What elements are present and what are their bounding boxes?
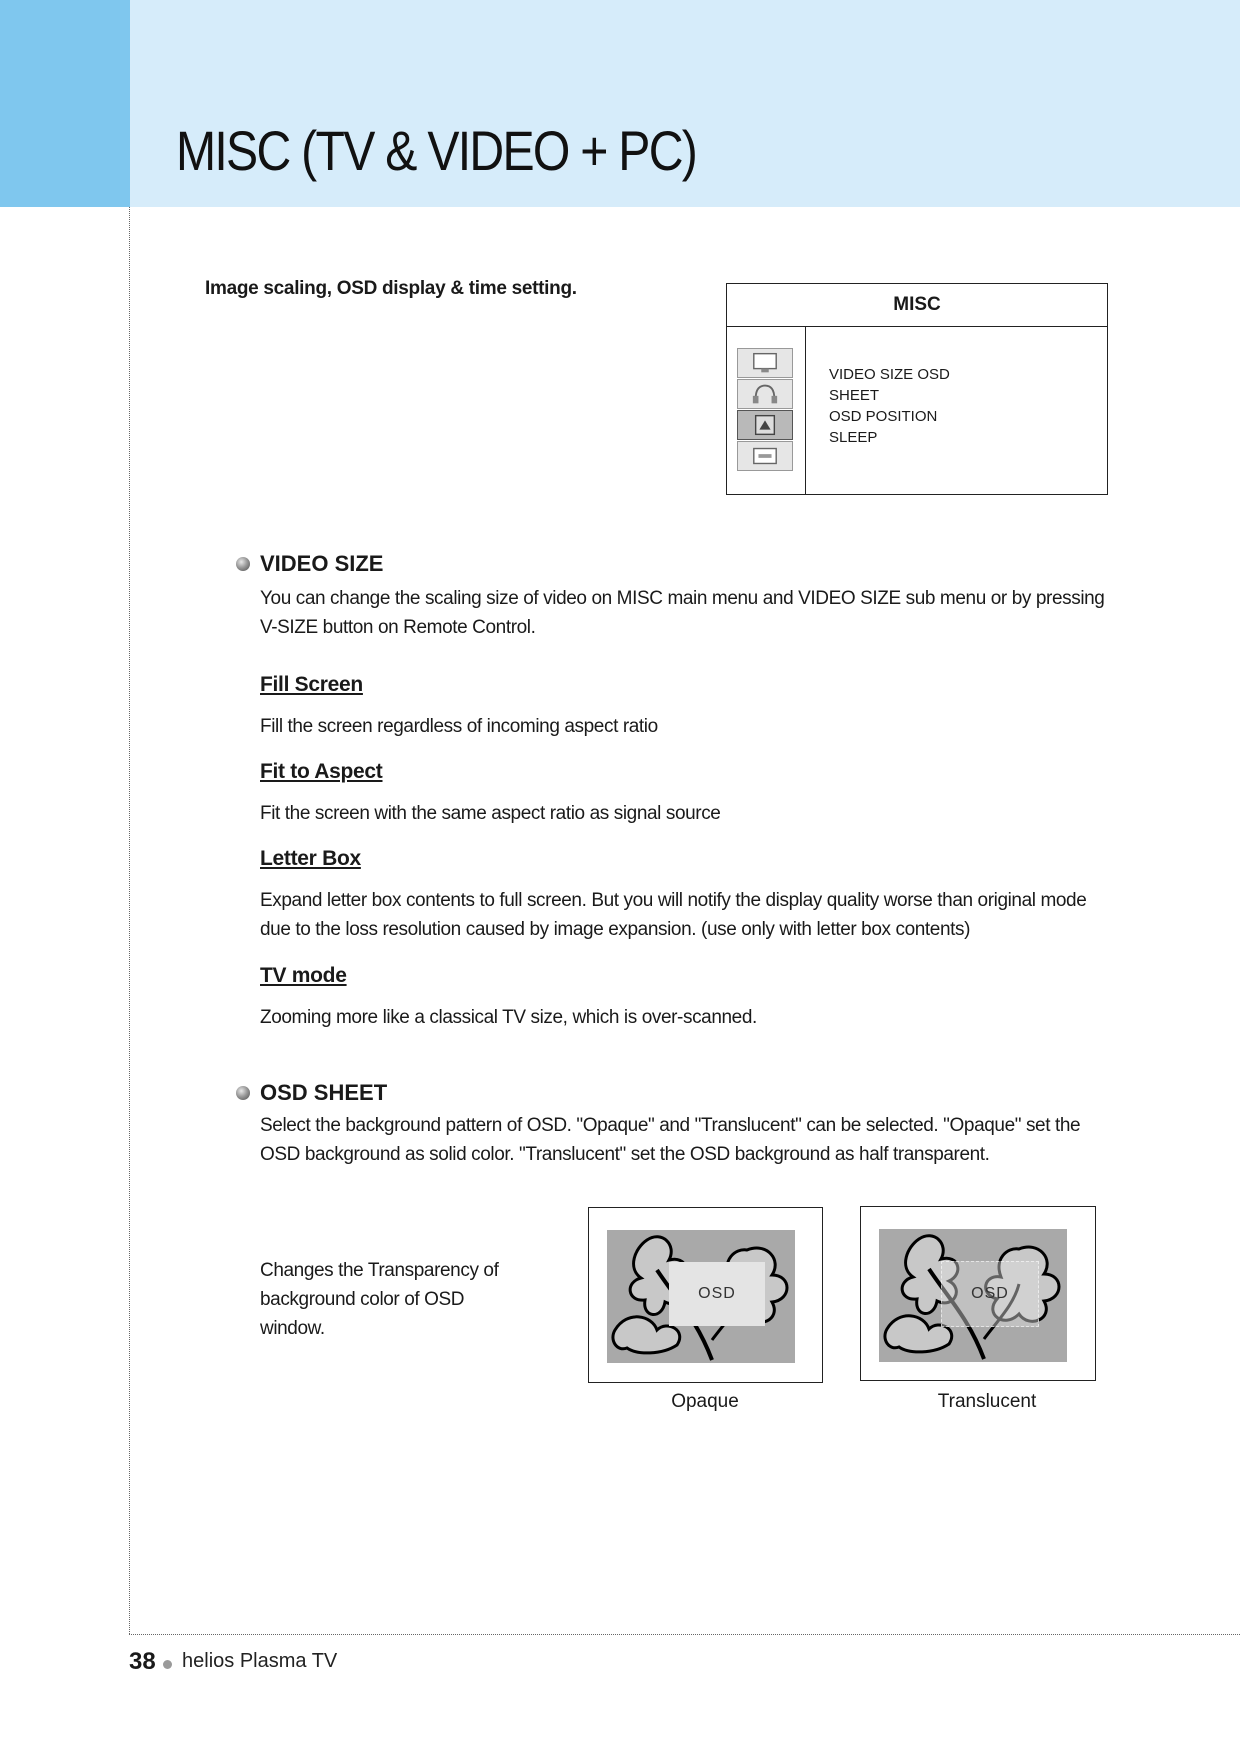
misc-menu-item: OSD POSITION	[829, 408, 938, 425]
misc-menu-items	[829, 364, 950, 448]
footer-rule	[129, 1634, 1240, 1635]
bullet-icon	[236, 557, 250, 571]
tv-mode-title: TV mode	[260, 964, 347, 987]
fill-screen-text: Fill the screen regardless of incoming aspect ratio	[260, 716, 658, 737]
opaque-example-screen	[607, 1230, 795, 1363]
fit-to-aspect-text: Fit the screen with the same aspect ratio as signal source	[260, 803, 721, 824]
misc-menu-item: SHEET	[829, 387, 880, 404]
misc-menu-title: MISC	[727, 284, 1107, 327]
page-title: MISC (TV & VIDEO + PC)	[176, 119, 697, 182]
translucent-example	[860, 1206, 1096, 1381]
video-size-heading	[236, 551, 383, 577]
fit-to-aspect-title: Fit to Aspect	[260, 760, 383, 783]
letter-box-title: Letter Box	[260, 847, 361, 870]
osd-sheet-heading	[236, 1080, 387, 1106]
tv-mode-text: Zooming more like a classical TV size, which is over-scanned.	[260, 1007, 757, 1028]
video-size-heading-text: VIDEO SIZE	[260, 551, 384, 576]
footer-bullet-icon	[163, 1660, 172, 1669]
misc-menu-icon-column	[727, 326, 806, 494]
bullet-icon	[236, 1086, 250, 1100]
margin-rule	[129, 207, 130, 1634]
video-size-description: You can change the scaling size of video on MISC main menu and VIDEO SIZE sub menu or by pressing V-SIZE button on Remote Control.	[260, 588, 1105, 638]
translucent-example-screen	[879, 1229, 1067, 1362]
input-icon	[737, 441, 793, 471]
intro-text: Image scaling, OSD display & time setting.	[205, 278, 577, 299]
header-accent-band	[0, 0, 130, 207]
opaque-caption: Opaque	[671, 1391, 739, 1412]
osd-transparency-note: Changes the Transparency of background color of OSD window.	[260, 1260, 499, 1339]
product-name: helios Plasma TV	[182, 1650, 338, 1672]
misc-menu-item: SLEEP	[829, 429, 878, 446]
letter-box-text: Expand letter box contents to full screen. But you will notify the display quality worse than original mode due to the loss resolution caused by image expansion. (use only with letter box contents)	[260, 890, 1087, 940]
page-number: 38	[129, 1648, 156, 1675]
osd-window-opaque: OSD	[669, 1262, 765, 1326]
fill-screen-title: Fill Screen	[260, 673, 363, 696]
misc-menu-item: VIDEO SIZE OSD	[829, 366, 950, 383]
translucent-caption: Translucent	[937, 1391, 1037, 1412]
audio-icon	[737, 379, 793, 409]
osd-sheet-heading-text: OSD SHEET	[260, 1080, 388, 1105]
misc-menu-screenshot	[726, 283, 1108, 495]
misc-icon	[737, 410, 793, 440]
opaque-example	[588, 1207, 823, 1383]
osd-window-translucent: OSD	[941, 1261, 1039, 1327]
monitor-icon	[737, 348, 793, 378]
osd-sheet-description: Select the background pattern of OSD. "Opaque" and "Translucent" can be selected. "Opaque" set the OSD background as solid color. "Translucent" set the OSD background as half transparent.	[260, 1115, 1081, 1165]
